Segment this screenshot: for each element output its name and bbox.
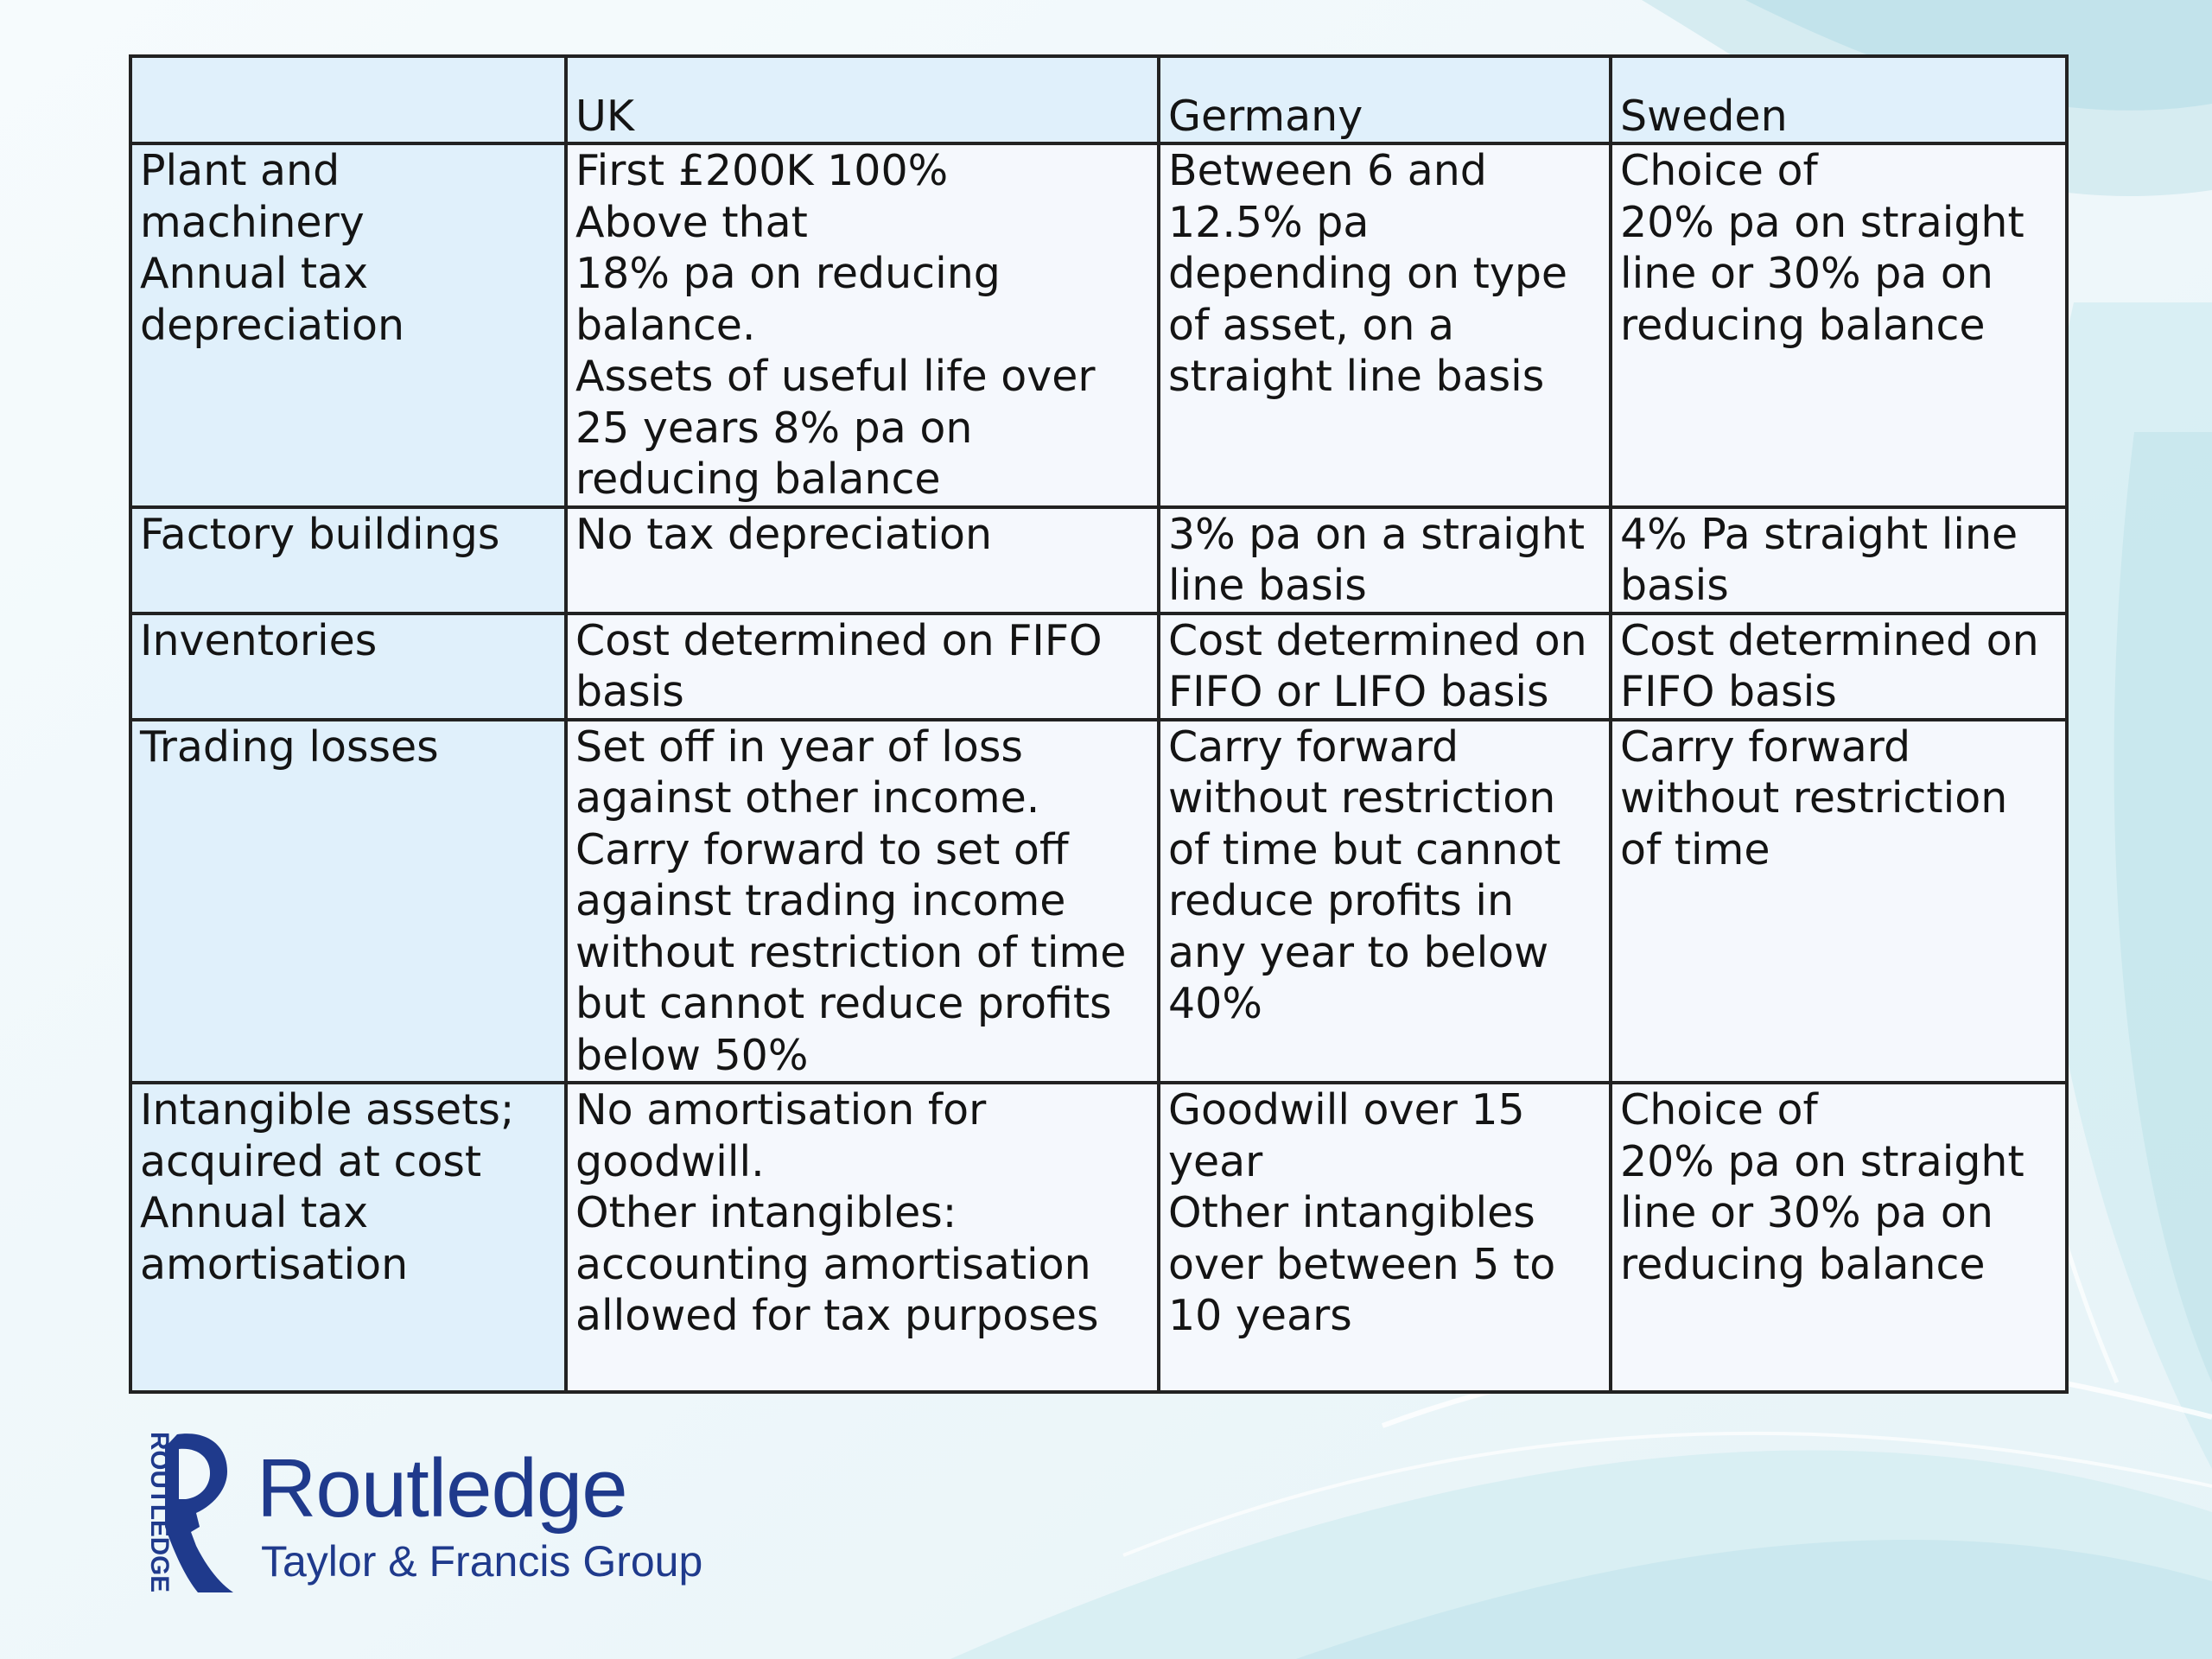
table-cell: 3% pa on a straight line basis: [1159, 507, 1611, 613]
table-row-trading-losses: [130, 720, 2067, 1084]
row-label: Trading losses: [130, 720, 566, 1084]
row-label: Inventories: [130, 613, 566, 720]
row-label: Plant and machinery Annual tax depreciation: [130, 143, 566, 507]
header-cell-uk: UK: [566, 56, 1159, 143]
table-header-row: [130, 56, 2067, 143]
row-label: Intangible assets; acquired at cost Annual tax amortisation: [130, 1083, 566, 1392]
header-cell-sweden: Sweden: [1611, 56, 2067, 143]
table-cell: Between 6 and 12.5% pa depending on type of asset, on a straight line basis: [1159, 143, 1611, 507]
table-cell: No tax depreciation: [566, 507, 1159, 613]
svg-text:ROUTLEDGE: ROUTLEDGE: [145, 1432, 174, 1594]
table-cell: Cost determined on FIFO basis: [566, 613, 1159, 720]
table-cell: Carry forward without restriction of time but cannot reduce profits in any year to below 40%: [1159, 720, 1611, 1084]
table-cell: Cost determined on FIFO or LIFO basis: [1159, 613, 1611, 720]
table-row-factory-buildings: [130, 507, 2067, 613]
table-cell: No amortisation for goodwill. Other intangibles: accounting amortisation allowed for tax purposes: [566, 1083, 1159, 1392]
table-row-plant-machinery: [130, 143, 2067, 507]
table-cell: Goodwill over 15 year Other intangibles over between 5 to 10 years: [1159, 1083, 1611, 1392]
table-cell: Choice of 20% pa on straight line or 30% pa on reducing balance: [1611, 143, 2067, 507]
table-cell: Carry forward without restriction of time: [1611, 720, 2067, 1084]
routledge-r-mark-icon: [125, 1430, 238, 1594]
table-row-inventories: [130, 613, 2067, 720]
table-cell: First £200K 100% Above that 18% pa on reducing balance. Assets of useful life over 25 years 8% pa on reducing balance: [566, 143, 1159, 507]
logo-brand-name: Routledge: [257, 1442, 627, 1535]
tax-comparison-table: [129, 54, 2069, 1394]
table-cell: Choice of 20% pa on straight line or 30% pa on reducing balance: [1611, 1083, 2067, 1392]
table-cell: Cost determined on FIFO basis: [1611, 613, 2067, 720]
table-cell: 4% Pa straight line basis: [1611, 507, 2067, 613]
routledge-logo: [125, 1430, 703, 1594]
header-cell-germany: Germany: [1159, 56, 1611, 143]
table-row-intangible-assets: [130, 1083, 2067, 1392]
header-cell-corner: [130, 56, 566, 143]
logo-subtitle: Taylor & Francis Group: [261, 1537, 703, 1586]
row-label: Factory buildings: [130, 507, 566, 613]
table-cell: Set off in year of loss against other income. Carry forward to set off against trading income without restriction of time but cannot reduce profits below 50%: [566, 720, 1159, 1084]
